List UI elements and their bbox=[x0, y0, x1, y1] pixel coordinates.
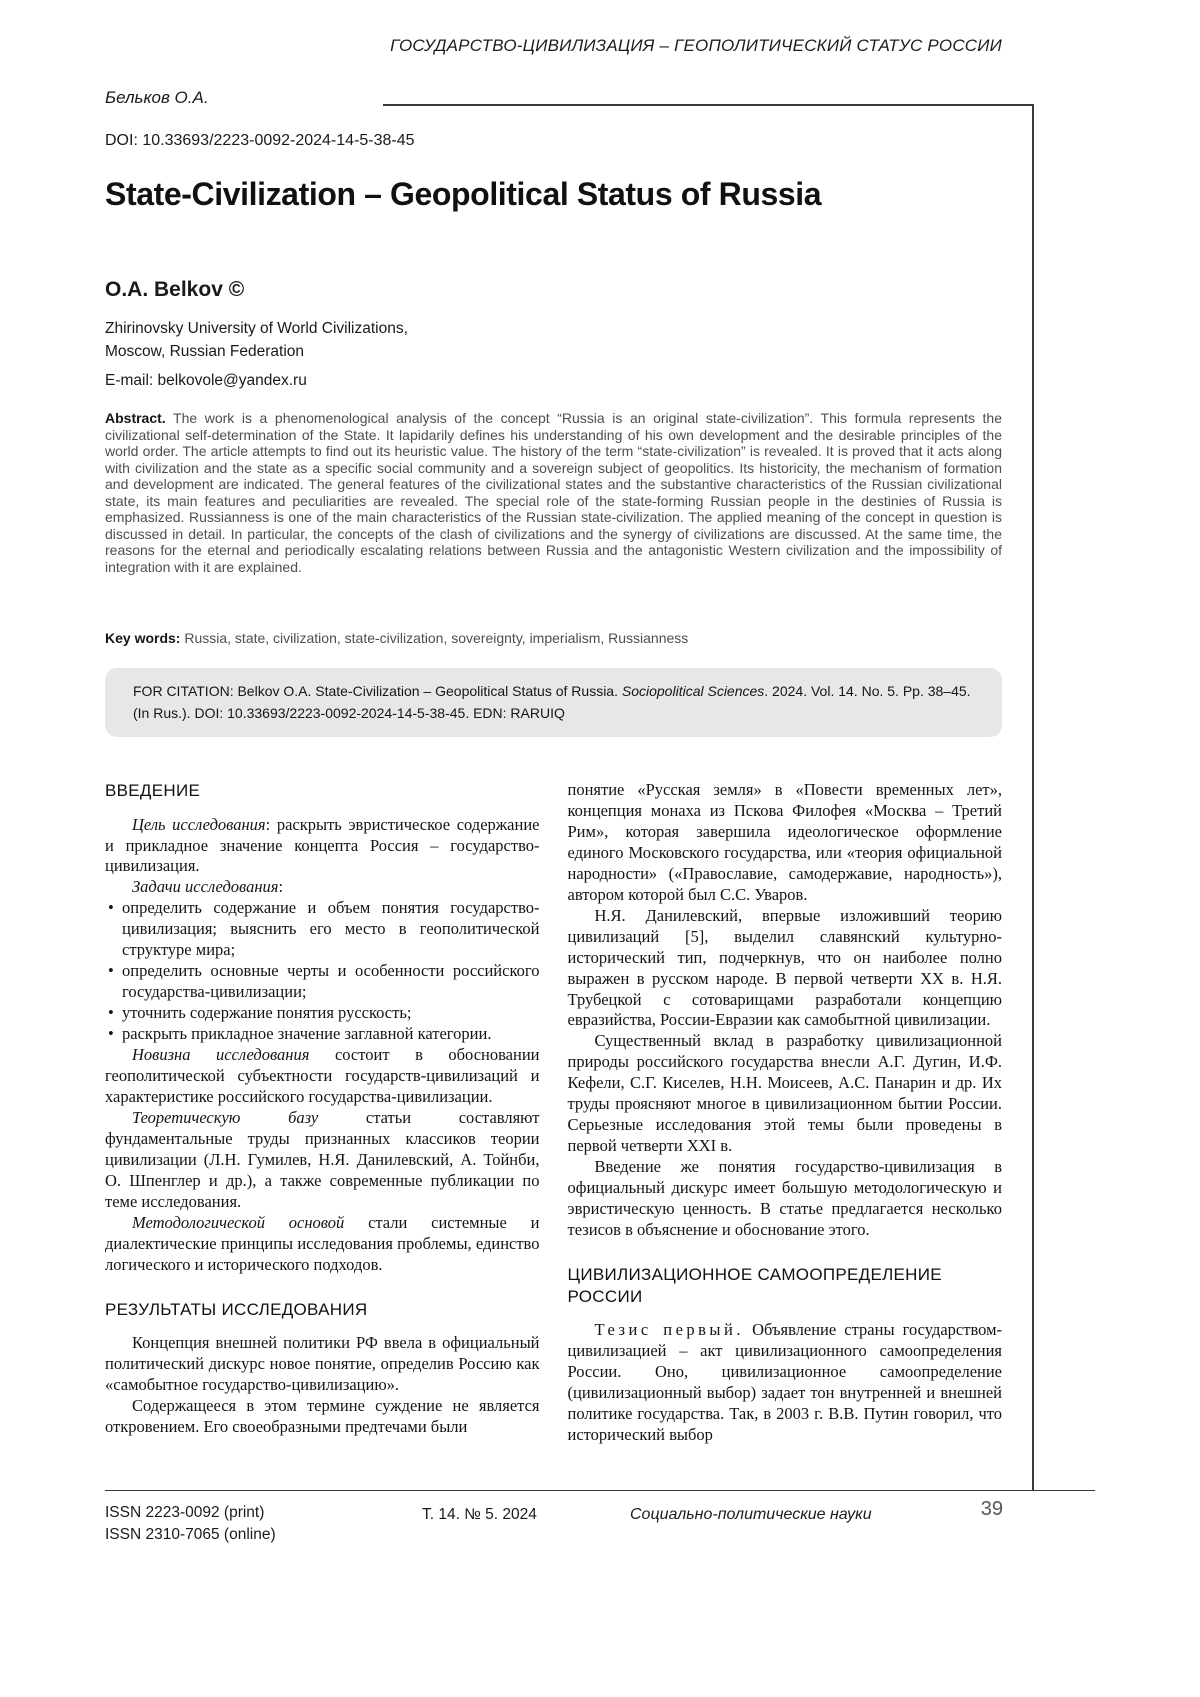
paragraph: Существенный вклад в разработку цивилизационной природы российского государства внесли А.Г. Дугин, И.Ф. Кефели, С.Г. Киселев, Н.Н. Моисеев, А.С. Панарин и др. Их труды проясняют многое в цивилизационном бытии России. Серьезные исследования этой темы были проведены в первой четверти XXI в. bbox=[567, 1031, 1002, 1156]
footer-journal-name: Социально-политические науки bbox=[630, 1506, 872, 1523]
paragraph-method bbox=[105, 1213, 540, 1276]
citation-journal-name: Sociopolitical Sciences bbox=[621, 683, 765, 699]
footer-issn-block bbox=[105, 1502, 276, 1547]
method-rest: стали системные и диалектические принципы исследования проблемы, единство логического и исторического подходов. bbox=[105, 1212, 540, 1274]
bullet-list bbox=[105, 898, 540, 1045]
novelty-rest: состоит в обосновании геополитической субъектности государств-цивилизаций и характеристике российского государства-цивилизации. bbox=[105, 1045, 540, 1106]
keywords-label: Key words: bbox=[105, 630, 181, 646]
theory-rest: статьи составляют фундаментальные труды признанных классиков теории цивилизации (Л.Н. Гумилев, Н.Я. Данилевский, А. Тойнби, О. Шпенглер и др.), а также современные публикации по теме исследования. bbox=[105, 1107, 540, 1211]
thesis-lead: Тезис первый. bbox=[594, 1320, 744, 1340]
author-name: O.A. Belkov © bbox=[105, 278, 245, 301]
keywords-text: Russia, state, civilization, state-civilization, sovereignty, imperialism, Russianness bbox=[180, 630, 689, 646]
doi-line: DOI: 10.33693/2223-0092-2024-14-5-38-45 bbox=[105, 132, 415, 149]
side-rule bbox=[1032, 104, 1034, 1490]
citation-pre: FOR CITATION: Belkov O.A. State-Civilization – Geopolitical Status of Russia. bbox=[133, 683, 622, 699]
paragraph-tasks bbox=[105, 877, 540, 898]
page-title: State-Civilization – Geopolitical Status of Russia bbox=[105, 176, 822, 212]
footer-page-number: 39 bbox=[980, 1498, 1003, 1520]
paragraph: понятие «Русская земля» в «Повести временных лет», концепция монаха из Пскова Филофея «Москва – Третий Рим», которая завершила идеологическое оформление единого Московского государства, или «теория официальной народности» («Православие, самодержавие, народность»), автором которой был С.С. Уваров. bbox=[567, 780, 1002, 904]
citation-post: . 2024. Vol. 14. No. 5. Pp. 38–45. (In Rus.). DOI: 10.33693/2223-0092-2024-14-5-38-45. EDN: RARUIQ bbox=[133, 683, 971, 721]
right-column bbox=[568, 780, 1003, 1446]
left-column bbox=[105, 780, 540, 1446]
tasks-lead: Задачи исследования bbox=[132, 877, 279, 897]
issn-online: ISSN 2310-7065 (online) bbox=[105, 1526, 276, 1544]
thesis-rest: Объявление страны государством-цивилизацией – акт цивилизационного самоопределения России. Оно, цивилизационное самоопределение (цивилизационный выбор) задает тон внутренней и внешней политике государства. Так, в 2003 г. В.В. Путин говорил, что исторический выбор bbox=[567, 1320, 1003, 1444]
theory-lead: Теоретическую базу bbox=[132, 1107, 319, 1127]
affiliation bbox=[105, 317, 408, 364]
section-heading-introduction: ВВЕДЕНИЕ bbox=[105, 781, 201, 800]
novelty-lead: Новизна исследования bbox=[132, 1045, 310, 1065]
section-heading-results: РЕЗУЛЬТАТЫ ИССЛЕДОВАНИЯ bbox=[105, 1299, 368, 1319]
paragraph: Содержащееся в этом термине суждение не является откровением. Его своеобразными предтечами были bbox=[105, 1395, 540, 1436]
paragraph: Концепция внешней политики РФ ввела в официальный политический дискурс новое понятие, определив Россию как «самобытное государство-цивилизацию». bbox=[105, 1333, 540, 1395]
paragraph-thesis-one bbox=[568, 1320, 1003, 1446]
issn-print: ISSN 2223-0092 (print) bbox=[105, 1504, 265, 1521]
footer-rule bbox=[105, 1490, 1095, 1491]
list-item: • уточнить содержание понятия русскость; bbox=[105, 1003, 540, 1024]
goal-lead: Цель исследования bbox=[132, 814, 266, 834]
article-body bbox=[105, 780, 1002, 1446]
author-running-head: Бельков О.А. bbox=[105, 88, 209, 107]
method-lead: Методологической основой bbox=[132, 1212, 345, 1232]
paragraph-goal bbox=[105, 815, 540, 878]
section-heading-self-determination: ЦИВИЛИЗАЦИОННОЕ САМООПРЕДЕЛЕНИЕ РОССИИ bbox=[567, 1264, 942, 1306]
paragraph: Введение же понятия государство-цивилизация в официальный дискурс имеет большую методологическую и эвристическую ценность. В статье предлагается несколько тезисов в объяснение и обоснование этого. bbox=[567, 1157, 1002, 1240]
list-item: • определить основные черты и особенности российского государства-цивилизации; bbox=[105, 961, 540, 1003]
list-item: • раскрыть прикладное значение заглавной категории. bbox=[105, 1024, 540, 1045]
keywords-line bbox=[105, 630, 1002, 646]
goal-rest: : раскрыть эвристическое содержание и прикладное значение концепта Россия – государство-цивилизация. bbox=[105, 814, 540, 876]
list-item: • определить содержание и объем понятия государство-цивилизация; выяснить его место в геополитической структуре мира; bbox=[105, 898, 540, 961]
abstract-text: The work is a phenomenological analysis of the concept “Russia is an original state-civilization”. This formula represents the civilizational self-determination of the State. It lapidarily defines his understanding of his own development and the desirable principles of the world order. The article attempts to find out its heuristic value. The history of the term “state-civilization” is revealed. It is proved that it acts along with civilization and the state as a specific social community and a sovereign subject of geopolitics. Its historicity, the mechanism of formation and development are indicated. The general features of the civilizational states and the substantive characteristics of the Russian civilizational state, its main features and peculiarities are revealed. The special role of the state-forming Russian people in the destinies of Russia is emphasized. Russianness is one of the main characteristics of the Russian state-civilization. The applied meaning of the concept in question is discussed in detail. In particular, the concepts of the clash of civilizations and the synergy of civilizations are discussed. At the same time, the reasons for the eternal and periodically escalating relations between Russia and the antagonistic Western civilization and the impossibility of integration with it are explained. bbox=[105, 410, 1002, 575]
paragraph-novelty bbox=[105, 1045, 540, 1108]
affiliation-line-1: Zhirinovsky University of World Civilizations, bbox=[105, 320, 408, 337]
citation-box bbox=[105, 668, 1002, 737]
paragraph-theory bbox=[105, 1108, 540, 1213]
abstract-label: Abstract. bbox=[105, 410, 166, 426]
footer-volume: Т. 14. № 5. 2024 bbox=[422, 1506, 537, 1523]
paragraph: Н.Я. Данилевский, впервые изложивший теорию цивилизаций [5], выделил славянский культурно-исторический тип, подчеркнув, что он наиболее полно выражен в русском народе. В первой четверти XX в. Н.Я. Трубецкой с сотоварищами разработали концепцию евразийства, России-Евразии как самобытной цивилизации. bbox=[567, 905, 1002, 1030]
email-line: E-mail: belkovole@yandex.ru bbox=[105, 372, 307, 389]
header-rule bbox=[383, 104, 1033, 106]
running-head: ГОСУДАРСТВО-ЦИВИЛИЗАЦИЯ – ГЕОПОЛИТИЧЕСКИЙ СТАТУС РОССИИ bbox=[390, 36, 1002, 55]
tasks-rest: : bbox=[278, 877, 284, 897]
abstract-block bbox=[105, 410, 1002, 575]
affiliation-line-2: Moscow, Russian Federation bbox=[105, 343, 305, 361]
